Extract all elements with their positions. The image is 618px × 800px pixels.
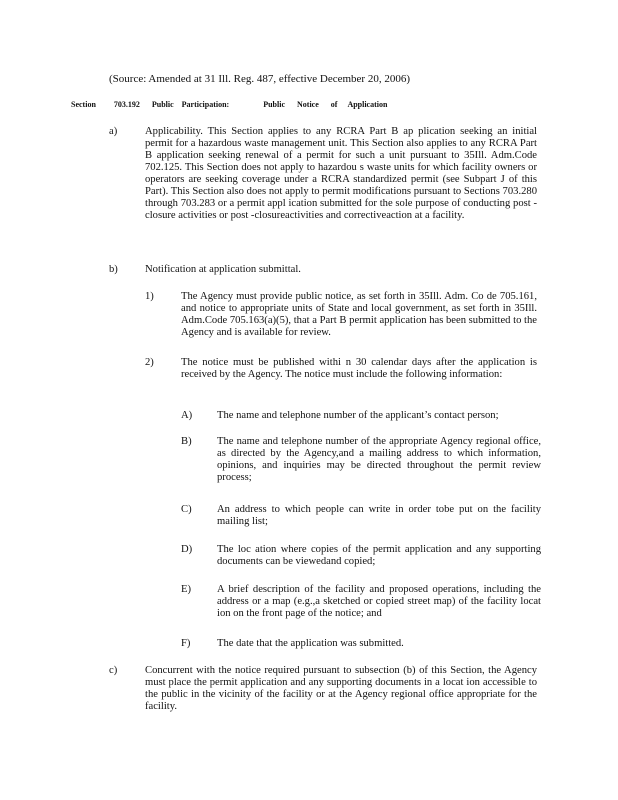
section-title-word: Public [151,100,174,109]
item-text: The name and telephone number of the appropriate Agency regional office, as directed by the Agency,and a mailing address to which information, opinions, and inquiries may be directed throughout the permit review process; [217,436,541,483]
source-note: (Source: Amended at 31 Ill. Reg. 487, effective December 20, 2006) [109,73,410,85]
item-label: b) [109,264,118,275]
section-title-word: Public [263,100,285,109]
item-label: c) [109,665,118,676]
section-title-word: Application [347,100,388,109]
section-number: 703.192 [113,100,140,109]
section-title-word: Participation: [181,100,230,109]
item-label: E) [181,584,191,595]
item-label: D) [181,544,193,555]
item-label: F) [181,638,191,649]
item-text: Applicability. This Section applies to any RCRA Part B ap plication seeking an initial permit for a hazardous waste management unit. This Section also applies to any RCRA Part B application seeking renewal of a permit for such a unit pursuant to 35Ill. Adm.Code 702.125. This Section does not apply to hazardou s waste units for which facility owners or operators are seeking coverage under a RCRA standardized permit (see Subpart J of this Part). This Section also does not apply to permit modifications pursuant to Sections 703.280 through 703.283 or a permit appl ication submitted for the sole purpose of conducting post -closure activities or post -closureactivities and correctiveaction at a facility. [145,126,537,221]
item-text: The loc ation where copies of the permit application and any supporting documents can be viewedand copied; [217,544,541,567]
item-text: The notice must be published withi n 30 calendar days after the application is received by the Agency. The notice must include the following information: [181,357,537,380]
item-label: C) [181,504,192,515]
section-heading [71,100,471,110]
item-text: Concurrent with the notice required pursuant to subsection (b) of this Section, the Agency must place the permit application and any supporting documents in a locat ion accessible to the public in the vicinity of the facility or at the Agency regional office appropriate for the facility. [145,665,537,712]
item-text: The date that the application was submitted. [217,638,404,649]
section-label: Section [71,100,96,109]
item-text: The name and telephone number of the applicant’s contact person; [217,410,499,421]
item-text: An address to which people can write in order tobe put on the facility mailing list; [217,504,541,527]
item-label: a) [109,126,118,137]
item-text: The Agency must provide public notice, as set forth in 35Ill. Adm. Co de 705.161, and notice to appropriate units of State and local government, as set forth in 35Ill. Adm.Code 705.163(a)(5), that a Part B permit application has been submitted to the Agency and is available for review. [181,291,537,338]
section-title-word: Notice [297,100,319,109]
item-label: B) [181,436,192,447]
section-title-word: of [330,100,338,109]
item-text: Notification at application submittal. [145,264,301,275]
item-label: 2) [145,357,154,368]
item-label: A) [181,410,193,421]
item-label: 1) [145,291,154,302]
item-text: A brief description of the facility and proposed operations, including the address or a map (e.g.,a sketched or copied street map) of the facility locat ion on the front page of the notice; and [217,584,541,619]
